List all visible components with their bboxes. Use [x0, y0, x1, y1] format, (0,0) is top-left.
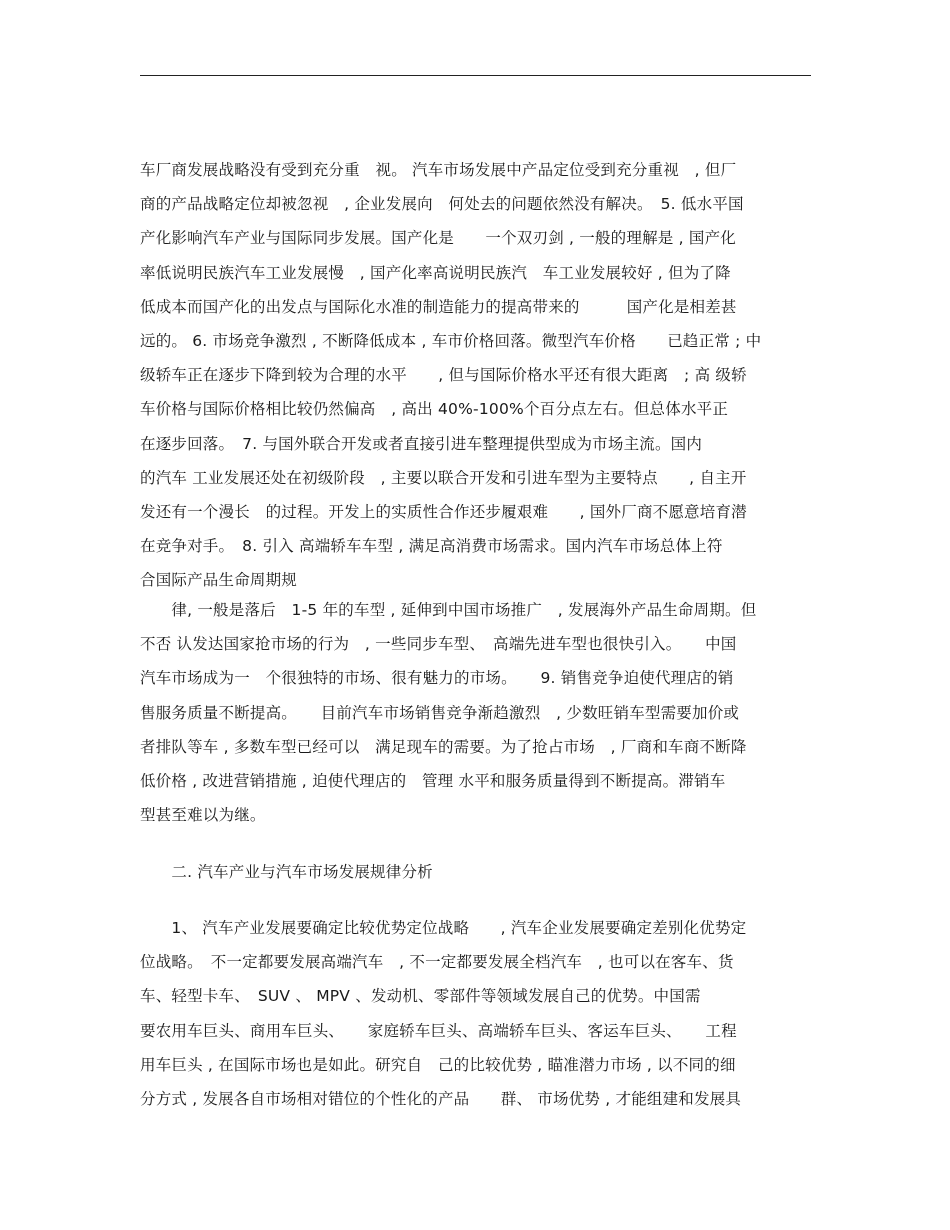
text-line: 分方式 , 发展各自市场相对错位的个性化的产品 群、 市场优势 , 才能组建和发展具	[140, 1089, 742, 1108]
text-line: 发还有一个漫长 的过程。开发上的实质性合作还步履艰难 , 国外厂商不愿意培育潜	[140, 502, 747, 521]
text-line: 售服务质量不断提高。 目前汽车市场销售竞争渐趋激烈 , 少数旺销车型需要加价或	[140, 703, 740, 722]
text-line: 合国际产品生命周期规	[140, 571, 298, 590]
heading-line: 二. 汽车产业与汽车市场发展规律分析	[140, 863, 433, 881]
text-line: 低价格 , 改进营销措施 , 迫使代理店的 管理 水平和服务质量得到不断提高。滞销车	[140, 771, 726, 790]
text-line: 低成本而国产化的出发点与国际化水准的制造能力的提高带来的 国产化是相差甚	[140, 297, 737, 316]
text-line: 不否 认发达国家抢市场的行为 , 一些同步车型、 高端先进车型也很快引入。 中国	[140, 635, 737, 654]
paragraph-3	[140, 911, 820, 1116]
text-line: 型甚至难以为继。	[140, 806, 266, 825]
text-line: 者排队等车 , 多数车型已经可以 满足现车的需要。为了抢占市场 , 厂商和车商不断降	[140, 737, 747, 756]
text-line: 在逐步回落。 7. 与国外联合开发或者直接引进车整理提供型成为市场主流。国内	[140, 434, 703, 453]
text-line: 远的。 6. 市场竞争激烈 , 不断降低成本 , 车市价格回落。微型汽车价格 已趋正常 ; 中	[140, 331, 762, 350]
text-line: 用车巨头 , 在国际市场也是如此。研究自 己的比较优势 , 瞄准潜力市场 , 以不同的细	[140, 1055, 736, 1074]
header-rule	[140, 75, 811, 76]
text-line: 车厂商发展战略没有受到充分重 视。 汽车市场发展中产品定位受到充分重视 , 但厂	[140, 161, 737, 179]
text-line: 1、 汽车产业发展要确定比较优势定位战略 , 汽车企业发展要确定差别化优势定	[140, 919, 747, 937]
text-line: 汽车市场成为一 个很独特的市场、很有魅力的市场。 9. 销售竞争迫使代理店的销	[140, 669, 734, 688]
text-line: 要农用车巨头、商用车巨头、 家庭轿车巨头、高端轿车巨头、客运车巨头、 工程	[140, 1021, 737, 1040]
text-line: 产化影响汽车产业与国际同步发展。国产化是 一个双刃剑 , 一般的理解是 , 国产化	[140, 229, 736, 248]
paragraph-1	[140, 153, 820, 597]
text-line: 车价格与国际价格相比较仍然偏高 , 高出 40%-100%个百分点左右。但总体水平正	[140, 400, 729, 419]
section-heading	[140, 855, 820, 889]
text-line: 车、轻型卡车、 SUV 、 MPV 、发动机、零部件等领域发展自己的优势。中国需	[140, 987, 701, 1006]
text-line: 位战略。 不一定都要发展高端汽车 , 不一定都要发展全档汽车 , 也可以在客车、货	[140, 953, 734, 972]
text-line: 级轿车正在逐步下降到较为合理的水平 , 但与国际价格水平还有很大距离 ; 高 级轿	[140, 366, 747, 385]
text-line: 率低说明民族汽车工业发展慢 , 国产化率高说明民族汽 车工业发展较好 , 但为了降	[140, 263, 731, 282]
text-line: 在竞争对手。 8. 引入 高端轿车车型 , 满足高消费市场需求。国内汽车市场总体上符	[140, 537, 723, 556]
paragraph-2	[140, 593, 820, 832]
text-line: 的汽车 工业发展还处在初级阶段 , 主要以联合开发和引进车型为主要特点 , 自主开	[140, 468, 747, 487]
text-line: 律, 一般是落后 1-5 年的车型 , 延伸到中国市场推广 , 发展海外产品生命周期。但	[140, 601, 757, 619]
text-line: 商的产品战略定位却被忽视 , 企业发展向 何处去的问题依然没有解决。 5. 低水平国	[140, 195, 744, 214]
